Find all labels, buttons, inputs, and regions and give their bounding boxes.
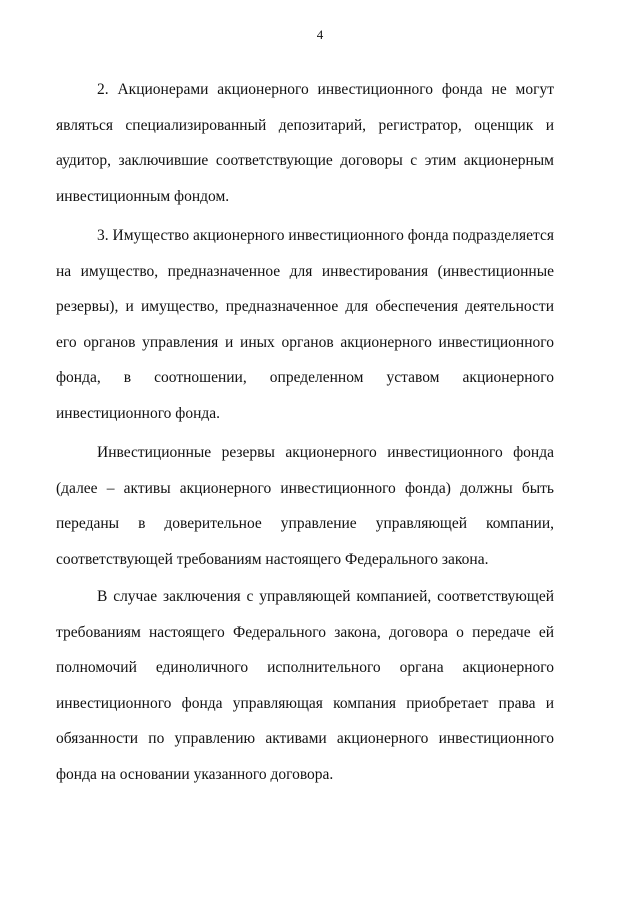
paragraph-3-property [56, 226, 554, 439]
text-line: полномочий единоличного исполнительного органа акционерного [56, 659, 554, 676]
text-line: обязанности по управлению активами акционерного инвестиционного [56, 730, 554, 747]
text-line: Инвестиционные резервы акционерного инвестиционного фонда [97, 444, 554, 461]
paragraph-investment-reserves [56, 443, 554, 585]
text-line: являться специализированный депозитарий, регистратор, оценщик и [56, 116, 554, 134]
text-line: инвестиционного фонда управляющая компания приобретает права и [56, 694, 554, 712]
text-line: 3. Имущество акционерного инвестиционного фонда подразделяется [97, 227, 554, 244]
text-line: 2. Акционерами акционерного инвестиционного фонда не могут [97, 81, 554, 98]
paragraph-2-shareholders [56, 80, 554, 222]
text-line: на имущество, предназначенное для инвестирования (инвестиционные [56, 262, 554, 280]
text-line: фонда на основании указанного договора. [56, 765, 334, 783]
page-number: 4 [316, 27, 324, 42]
text-line: инвестиционным фондом. [56, 187, 230, 205]
text-line: аудитор, заключившие соответствующие договоры с этим акционерным [56, 152, 554, 169]
paragraph-management-company [56, 587, 554, 800]
text-line: требованиям настоящего Федерального закона, договора о передаче ей [56, 623, 554, 641]
text-line: переданы в доверительное управление управляющей компании, [56, 515, 554, 532]
text-line: его органов управления и иных органов акционерного инвестиционного [56, 333, 554, 351]
text-line: инвестиционного фонда. [56, 404, 221, 422]
text-line: (далее – активы акционерного инвестиционного фонда) должны быть [56, 479, 554, 497]
text-line: соответствующей требованиям настоящего Федерального закона. [56, 550, 489, 568]
text-line: резервы), и имущество, предназначенное для обеспечения деятельности [56, 298, 554, 315]
text-line: фонда, в соотношении, определенном уставом акционерного [56, 369, 554, 386]
text-line: В случае заключения с управляющей компанией, соответствующей [97, 588, 554, 605]
